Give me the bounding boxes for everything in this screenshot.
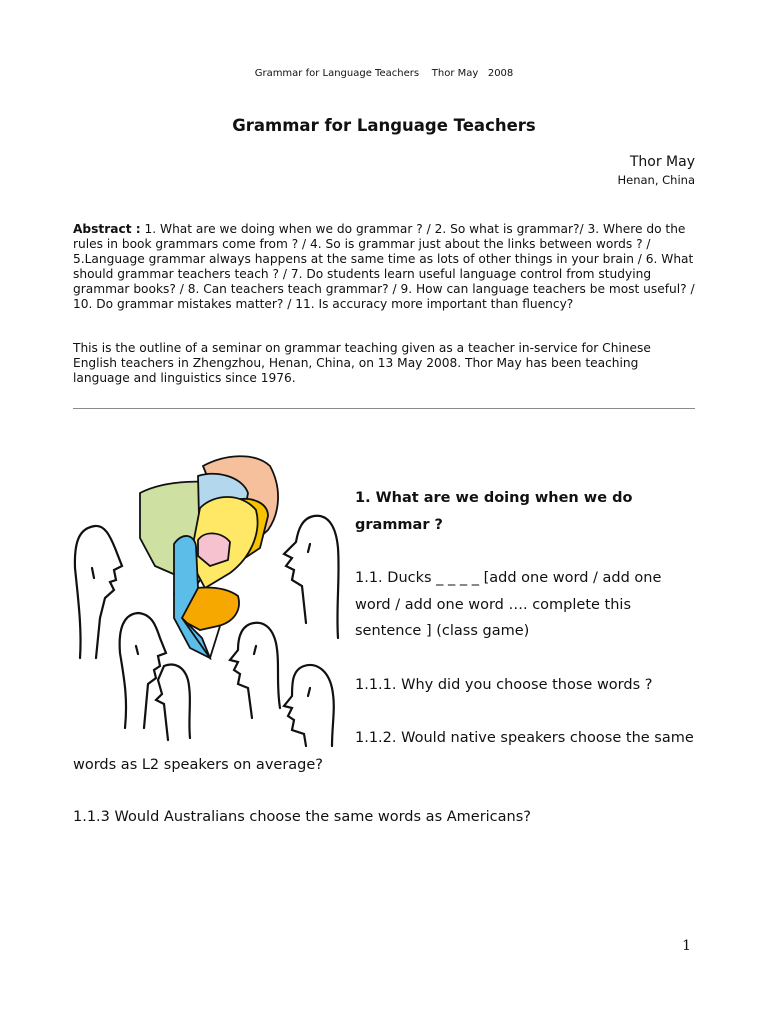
- person-center-left: [120, 613, 166, 728]
- item-1-1-1: 1.1.1. Why did you choose those words ?: [355, 677, 653, 693]
- abstract-label: Abstract :: [73, 222, 141, 236]
- document-title: Grammar for Language Teachers: [232, 116, 536, 135]
- person-right-top: [284, 516, 339, 638]
- person-left: [75, 526, 122, 658]
- page-number: 1: [682, 938, 691, 954]
- seminar-note: This is the outline of a seminar on grammar teaching given as a teacher in-service for Chinese English teachers in Zhengzhou, Henan, China, on 13 May 2008. Thor May has been teaching language and linguistics since 1976.: [73, 341, 651, 385]
- abstract-paragraph: [73, 222, 695, 312]
- person-right-middle: [230, 623, 280, 718]
- speech-bubble-pink: [198, 533, 230, 566]
- horizontal-rule: [73, 408, 695, 409]
- section-heading: 1. What are we doing when we do grammar ?: [355, 490, 633, 533]
- author-name: Thor May: [629, 154, 695, 170]
- author-location: Henan, China: [617, 173, 695, 187]
- item-1-1-3: 1.1.3 Would Australians choose the same words as Americans?: [73, 809, 531, 825]
- item-1-1: 1.1. Ducks _ _ _ _ [add one word / add one word / add one word …. complete this sentence ] (class game): [355, 570, 662, 639]
- people-talking-speech-bubbles-illustration: [70, 448, 350, 748]
- running-header: Grammar for Language Teachers Thor May 2008: [254, 68, 514, 79]
- item-1-1-2: 1.1.2. Would native speakers choose the same words as L2 speakers on average?: [73, 730, 694, 773]
- abstract-text: 1. What are we doing when we do grammar ? / 2. So what is grammar?/ 3. Where do the rules in book grammars come from ? / 4. So is grammar just about the links between words ? / 5.Language grammar always happens at the same time as lots of other things in your brain / 6. What should grammar teachers teach ? / 7. Do students learn useful language control from studying grammar books? / 8. Can teachers teach grammar? / 9. How can language teachers be most useful? / 10. Do grammar mistakes matter? / 11. Is accuracy more important than fluency?: [73, 222, 695, 311]
